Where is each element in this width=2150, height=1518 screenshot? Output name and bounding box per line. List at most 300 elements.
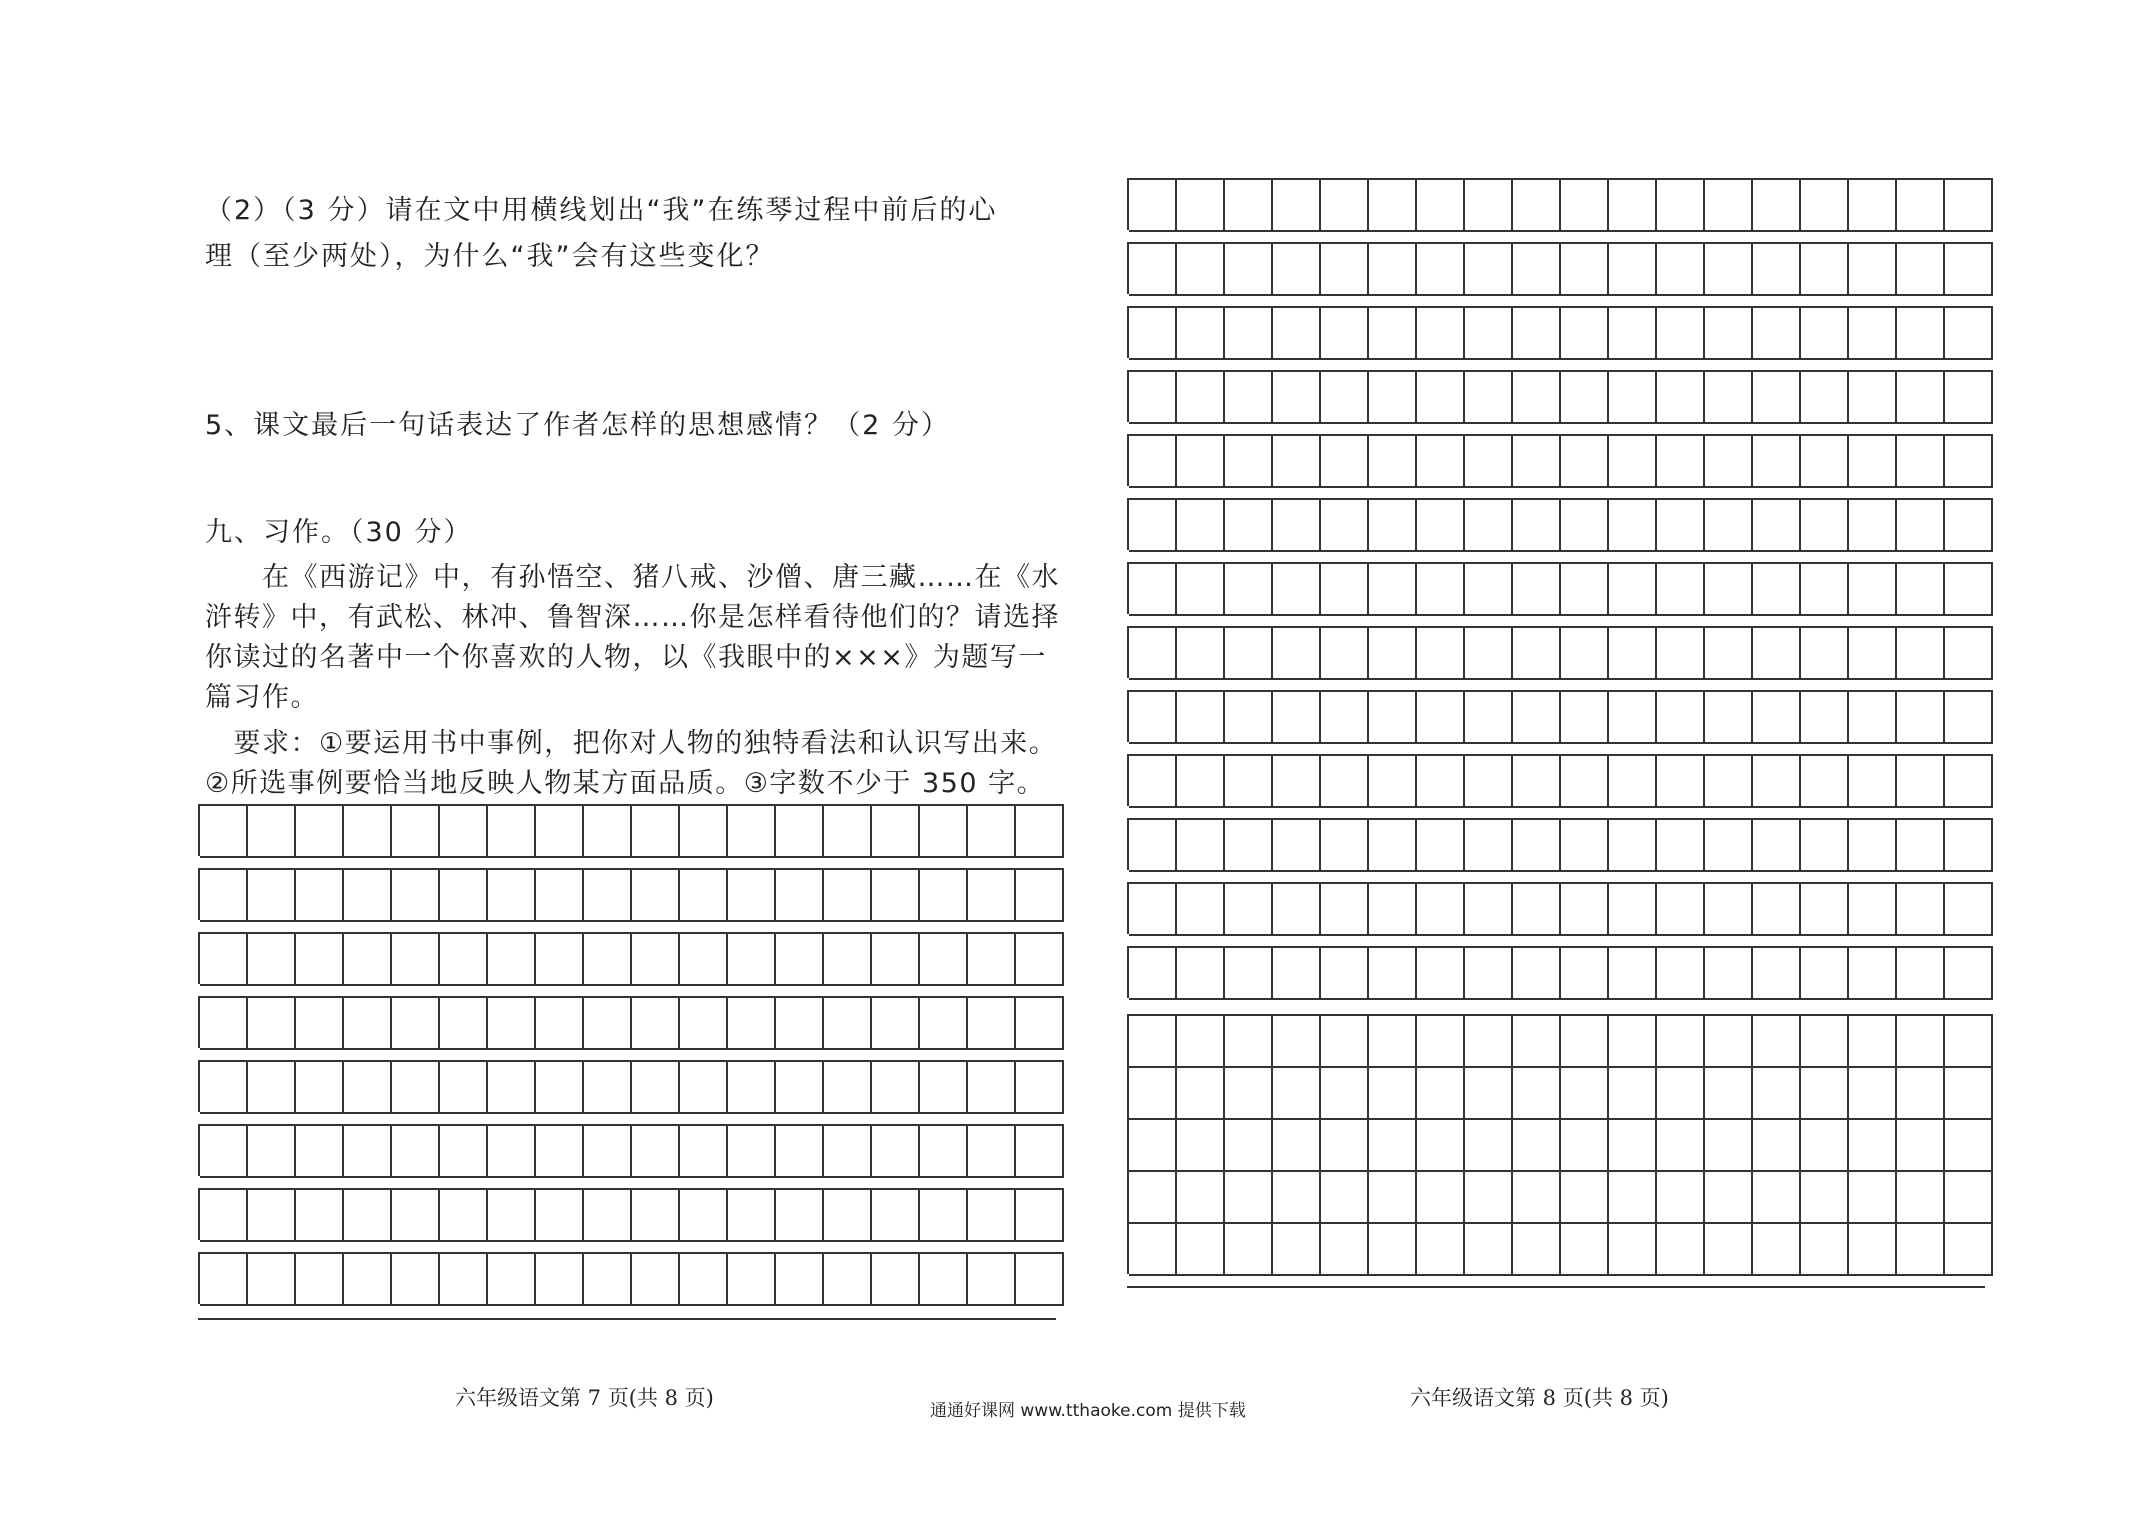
grid-cell[interactable] (1513, 242, 1561, 296)
grid-cell[interactable] (1273, 626, 1321, 680)
grid-cell[interactable] (1753, 626, 1801, 680)
grid-cell[interactable] (344, 804, 392, 858)
grid-cell[interactable] (1129, 1118, 1177, 1170)
grid-cell[interactable] (1657, 562, 1705, 616)
grid-cell[interactable] (920, 1124, 968, 1178)
grid-cell[interactable] (920, 932, 968, 986)
grid-cell[interactable] (296, 996, 344, 1050)
grid-cell[interactable] (1369, 178, 1417, 232)
grid-cell[interactable] (344, 932, 392, 986)
grid-cell[interactable] (1513, 690, 1561, 744)
grid-cell[interactable] (1657, 498, 1705, 552)
grid-cell[interactable] (1513, 498, 1561, 552)
grid-cell[interactable] (1321, 562, 1369, 616)
grid-cell[interactable] (1945, 242, 1993, 296)
grid-cell[interactable] (1177, 818, 1225, 872)
grid-cell[interactable] (1561, 498, 1609, 552)
grid-cell[interactable] (1849, 562, 1897, 616)
grid-cell[interactable] (488, 1252, 536, 1306)
grid-cell[interactable] (1897, 498, 1945, 552)
grid-cell[interactable] (1369, 882, 1417, 936)
grid-cell[interactable] (1513, 1066, 1561, 1118)
grid-cell[interactable] (680, 1188, 728, 1242)
grid-cell[interactable] (1657, 754, 1705, 808)
grid-cell[interactable] (1225, 370, 1273, 424)
grid-cell[interactable] (1273, 690, 1321, 744)
grid-cell[interactable] (1369, 1014, 1417, 1066)
grid-cell[interactable] (1945, 1014, 1993, 1066)
grid-cell[interactable] (1321, 306, 1369, 360)
grid-cell[interactable] (776, 1252, 824, 1306)
grid-cell[interactable] (776, 1188, 824, 1242)
grid-cell[interactable] (968, 1188, 1016, 1242)
grid-cell[interactable] (392, 996, 440, 1050)
grid-cell[interactable] (536, 932, 584, 986)
grid-cell[interactable] (536, 996, 584, 1050)
grid-cell[interactable] (1225, 562, 1273, 616)
grid-cell[interactable] (1369, 370, 1417, 424)
grid-cell[interactable] (1801, 562, 1849, 616)
grid-cell[interactable] (296, 868, 344, 922)
grid-cell[interactable] (1657, 242, 1705, 296)
grid-cell[interactable] (1273, 434, 1321, 488)
grid-cell[interactable] (1609, 562, 1657, 616)
grid-cell[interactable] (584, 932, 632, 986)
grid-cell[interactable] (968, 1060, 1016, 1114)
grid-cell[interactable] (200, 1060, 248, 1114)
grid-cell[interactable] (1897, 1118, 1945, 1170)
grid-cell[interactable] (1129, 178, 1177, 232)
grid-cell[interactable] (1705, 754, 1753, 808)
grid-cell[interactable] (1705, 1014, 1753, 1066)
grid-cell[interactable] (1321, 1066, 1369, 1118)
grid-cell[interactable] (1016, 1124, 1064, 1178)
grid-cell[interactable] (344, 1060, 392, 1114)
grid-cell[interactable] (1945, 882, 1993, 936)
grid-cell[interactable] (1849, 818, 1897, 872)
grid-cell[interactable] (1705, 946, 1753, 1000)
grid-cell[interactable] (872, 1060, 920, 1114)
grid-cell[interactable] (200, 1188, 248, 1242)
grid-cell[interactable] (1945, 498, 1993, 552)
grid-cell[interactable] (1561, 1222, 1609, 1276)
grid-cell[interactable] (1465, 1118, 1513, 1170)
grid-cell[interactable] (1609, 1066, 1657, 1118)
grid-cell[interactable] (1513, 434, 1561, 488)
grid-cell[interactable] (1561, 178, 1609, 232)
grid-cell[interactable] (1369, 626, 1417, 680)
grid-cell[interactable] (1016, 1252, 1064, 1306)
grid-cell[interactable] (536, 804, 584, 858)
grid-cell[interactable] (1417, 1118, 1465, 1170)
grid-cell[interactable] (1273, 1222, 1321, 1276)
grid-cell[interactable] (1417, 178, 1465, 232)
grid-cell[interactable] (968, 996, 1016, 1050)
grid-cell[interactable] (728, 932, 776, 986)
grid-cell[interactable] (1273, 370, 1321, 424)
grid-cell[interactable] (1705, 690, 1753, 744)
grid-cell[interactable] (1657, 690, 1705, 744)
grid-cell[interactable] (1465, 242, 1513, 296)
grid-cell[interactable] (1945, 562, 1993, 616)
grid-cell[interactable] (1513, 370, 1561, 424)
grid-cell[interactable] (488, 1124, 536, 1178)
grid-cell[interactable] (824, 932, 872, 986)
grid-cell[interactable] (1177, 1066, 1225, 1118)
grid-cell[interactable] (1753, 498, 1801, 552)
grid-cell[interactable] (536, 1060, 584, 1114)
grid-cell[interactable] (296, 1124, 344, 1178)
grid-cell[interactable] (1753, 754, 1801, 808)
grid-cell[interactable] (1897, 242, 1945, 296)
grid-cell[interactable] (1513, 178, 1561, 232)
grid-cell[interactable] (1801, 434, 1849, 488)
grid-cell[interactable] (1129, 242, 1177, 296)
grid-cell[interactable] (488, 932, 536, 986)
grid-cell[interactable] (1945, 754, 1993, 808)
grid-cell[interactable] (1897, 818, 1945, 872)
grid-cell[interactable] (1657, 946, 1705, 1000)
grid-cell[interactable] (968, 1124, 1016, 1178)
grid-cell[interactable] (1657, 1066, 1705, 1118)
grid-cell[interactable] (1369, 498, 1417, 552)
grid-cell[interactable] (776, 932, 824, 986)
grid-cell[interactable] (1897, 882, 1945, 936)
grid-cell[interactable] (1753, 562, 1801, 616)
grid-cell[interactable] (1849, 306, 1897, 360)
grid-cell[interactable] (1129, 690, 1177, 744)
grid-cell[interactable] (392, 868, 440, 922)
grid-cell[interactable] (536, 1124, 584, 1178)
grid-cell[interactable] (1225, 1014, 1273, 1066)
grid-cell[interactable] (1609, 242, 1657, 296)
grid-cell[interactable] (1417, 626, 1465, 680)
grid-cell[interactable] (1945, 1118, 1993, 1170)
grid-cell[interactable] (440, 1124, 488, 1178)
grid-cell[interactable] (440, 1188, 488, 1242)
grid-cell[interactable] (584, 996, 632, 1050)
grid-cell[interactable] (1225, 1066, 1273, 1118)
grid-cell[interactable] (488, 1188, 536, 1242)
grid-cell[interactable] (1321, 626, 1369, 680)
grid-cell[interactable] (1225, 818, 1273, 872)
grid-cell[interactable] (440, 1252, 488, 1306)
grid-cell[interactable] (968, 1252, 1016, 1306)
grid-cell[interactable] (1513, 626, 1561, 680)
grid-cell[interactable] (1801, 306, 1849, 360)
grid-cell[interactable] (1225, 306, 1273, 360)
grid-cell[interactable] (1753, 1222, 1801, 1276)
grid-cell[interactable] (680, 996, 728, 1050)
grid-cell[interactable] (1705, 242, 1753, 296)
grid-cell[interactable] (1561, 242, 1609, 296)
grid-cell[interactable] (1849, 1222, 1897, 1276)
grid-cell[interactable] (1753, 1014, 1801, 1066)
grid-cell[interactable] (1321, 946, 1369, 1000)
grid-cell[interactable] (1016, 932, 1064, 986)
grid-cell[interactable] (1417, 370, 1465, 424)
grid-cell[interactable] (1273, 1066, 1321, 1118)
grid-cell[interactable] (344, 1188, 392, 1242)
grid-cell[interactable] (1321, 1014, 1369, 1066)
grid-cell[interactable] (1177, 690, 1225, 744)
grid-cell[interactable] (1321, 178, 1369, 232)
grid-cell[interactable] (824, 804, 872, 858)
grid-cell[interactable] (1321, 498, 1369, 552)
grid-cell[interactable] (1129, 946, 1177, 1000)
grid-cell[interactable] (1129, 818, 1177, 872)
grid-cell[interactable] (344, 996, 392, 1050)
grid-cell[interactable] (1016, 1188, 1064, 1242)
grid-cell[interactable] (968, 804, 1016, 858)
grid-cell[interactable] (1369, 1222, 1417, 1276)
grid-cell[interactable] (1561, 882, 1609, 936)
grid-cell[interactable] (296, 1060, 344, 1114)
grid-cell[interactable] (1129, 1222, 1177, 1276)
grid-cell[interactable] (200, 1124, 248, 1178)
grid-cell[interactable] (1705, 626, 1753, 680)
grid-cell[interactable] (824, 1060, 872, 1114)
grid-cell[interactable] (1561, 690, 1609, 744)
grid-cell[interactable] (1753, 1170, 1801, 1222)
grid-cell[interactable] (1801, 1170, 1849, 1222)
grid-cell[interactable] (488, 804, 536, 858)
grid-cell[interactable] (1609, 306, 1657, 360)
grid-cell[interactable] (1273, 1170, 1321, 1222)
grid-cell[interactable] (1321, 818, 1369, 872)
grid-cell[interactable] (1321, 434, 1369, 488)
grid-cell[interactable] (1561, 434, 1609, 488)
grid-cell[interactable] (248, 1252, 296, 1306)
grid-cell[interactable] (1465, 1014, 1513, 1066)
grid-cell[interactable] (488, 996, 536, 1050)
grid-cell[interactable] (1273, 242, 1321, 296)
grid-cell[interactable] (1321, 1170, 1369, 1222)
grid-cell[interactable] (1369, 242, 1417, 296)
grid-cell[interactable] (1945, 1066, 1993, 1118)
grid-cell[interactable] (632, 996, 680, 1050)
grid-cell[interactable] (248, 1188, 296, 1242)
grid-cell[interactable] (1753, 370, 1801, 424)
grid-cell[interactable] (1417, 946, 1465, 1000)
grid-cell[interactable] (1129, 306, 1177, 360)
grid-cell[interactable] (1513, 818, 1561, 872)
grid-cell[interactable] (1129, 882, 1177, 936)
grid-cell[interactable] (1705, 1066, 1753, 1118)
grid-cell[interactable] (1753, 690, 1801, 744)
grid-cell[interactable] (1801, 626, 1849, 680)
grid-cell[interactable] (1657, 1170, 1705, 1222)
grid-cell[interactable] (1273, 498, 1321, 552)
grid-cell[interactable] (968, 932, 1016, 986)
grid-cell[interactable] (1129, 626, 1177, 680)
grid-cell[interactable] (1561, 306, 1609, 360)
grid-cell[interactable] (1465, 1170, 1513, 1222)
grid-cell[interactable] (968, 868, 1016, 922)
grid-cell[interactable] (1609, 690, 1657, 744)
grid-cell[interactable] (1321, 1222, 1369, 1276)
grid-cell[interactable] (824, 1124, 872, 1178)
grid-cell[interactable] (584, 868, 632, 922)
grid-cell[interactable] (680, 868, 728, 922)
grid-cell[interactable] (728, 1060, 776, 1114)
grid-cell[interactable] (296, 1188, 344, 1242)
grid-cell[interactable] (1945, 818, 1993, 872)
grid-cell[interactable] (1225, 882, 1273, 936)
grid-cell[interactable] (1657, 306, 1705, 360)
grid-cell[interactable] (1657, 1014, 1705, 1066)
grid-cell[interactable] (248, 1060, 296, 1114)
grid-cell[interactable] (1513, 562, 1561, 616)
grid-cell[interactable] (1016, 1060, 1064, 1114)
grid-cell[interactable] (1369, 1118, 1417, 1170)
grid-cell[interactable] (1609, 178, 1657, 232)
grid-cell[interactable] (1225, 946, 1273, 1000)
grid-cell[interactable] (488, 1060, 536, 1114)
grid-cell[interactable] (1753, 1066, 1801, 1118)
grid-cell[interactable] (1513, 882, 1561, 936)
grid-cell[interactable] (680, 1060, 728, 1114)
grid-cell[interactable] (1705, 1170, 1753, 1222)
grid-cell[interactable] (296, 804, 344, 858)
grid-cell[interactable] (1513, 1118, 1561, 1170)
grid-cell[interactable] (392, 932, 440, 986)
grid-cell[interactable] (776, 868, 824, 922)
grid-cell[interactable] (344, 1124, 392, 1178)
grid-cell[interactable] (1465, 562, 1513, 616)
grid-cell[interactable] (1177, 1170, 1225, 1222)
grid-cell[interactable] (824, 868, 872, 922)
grid-cell[interactable] (1705, 306, 1753, 360)
grid-cell[interactable] (1801, 178, 1849, 232)
grid-cell[interactable] (248, 1124, 296, 1178)
grid-cell[interactable] (1177, 882, 1225, 936)
grid-cell[interactable] (1849, 1014, 1897, 1066)
grid-cell[interactable] (1177, 946, 1225, 1000)
grid-cell[interactable] (1465, 882, 1513, 936)
grid-cell[interactable] (728, 1124, 776, 1178)
grid-cell[interactable] (776, 996, 824, 1050)
grid-cell[interactable] (1561, 818, 1609, 872)
grid-cell[interactable] (1609, 498, 1657, 552)
grid-cell[interactable] (1561, 1066, 1609, 1118)
grid-cell[interactable] (248, 868, 296, 922)
grid-cell[interactable] (1321, 370, 1369, 424)
grid-cell[interactable] (1369, 946, 1417, 1000)
grid-cell[interactable] (1177, 626, 1225, 680)
grid-cell[interactable] (872, 868, 920, 922)
grid-cell[interactable] (1273, 754, 1321, 808)
grid-cell[interactable] (1609, 370, 1657, 424)
grid-cell[interactable] (1609, 1118, 1657, 1170)
grid-cell[interactable] (1417, 306, 1465, 360)
grid-cell[interactable] (920, 804, 968, 858)
grid-cell[interactable] (536, 1252, 584, 1306)
grid-cell[interactable] (1705, 818, 1753, 872)
grid-cell[interactable] (1465, 1222, 1513, 1276)
grid-cell[interactable] (1273, 178, 1321, 232)
grid-cell[interactable] (776, 804, 824, 858)
grid-cell[interactable] (1417, 882, 1465, 936)
grid-cell[interactable] (872, 1188, 920, 1242)
grid-cell[interactable] (1273, 1014, 1321, 1066)
grid-cell[interactable] (344, 868, 392, 922)
grid-cell[interactable] (1753, 882, 1801, 936)
grid-cell[interactable] (1753, 1118, 1801, 1170)
grid-cell[interactable] (1417, 690, 1465, 744)
grid-cell[interactable] (1849, 178, 1897, 232)
grid-cell[interactable] (824, 1252, 872, 1306)
grid-cell[interactable] (1801, 370, 1849, 424)
grid-cell[interactable] (392, 1124, 440, 1178)
grid-cell[interactable] (392, 804, 440, 858)
grid-cell[interactable] (1513, 1222, 1561, 1276)
grid-cell[interactable] (1753, 242, 1801, 296)
grid-cell[interactable] (1417, 434, 1465, 488)
grid-cell[interactable] (1849, 242, 1897, 296)
grid-cell[interactable] (680, 804, 728, 858)
grid-cell[interactable] (1801, 498, 1849, 552)
grid-cell[interactable] (1849, 1170, 1897, 1222)
grid-cell[interactable] (1177, 434, 1225, 488)
grid-cell[interactable] (872, 804, 920, 858)
grid-cell[interactable] (1657, 882, 1705, 936)
grid-cell[interactable] (1609, 434, 1657, 488)
grid-cell[interactable] (1177, 1014, 1225, 1066)
grid-cell[interactable] (1561, 1118, 1609, 1170)
grid-cell[interactable] (1016, 868, 1064, 922)
grid-cell[interactable] (1225, 1118, 1273, 1170)
grid-cell[interactable] (1129, 498, 1177, 552)
grid-cell[interactable] (1705, 434, 1753, 488)
grid-cell[interactable] (1016, 996, 1064, 1050)
grid-cell[interactable] (1129, 434, 1177, 488)
grid-cell[interactable] (1945, 434, 1993, 488)
grid-cell[interactable] (296, 932, 344, 986)
grid-cell[interactable] (1417, 498, 1465, 552)
grid-cell[interactable] (1657, 1118, 1705, 1170)
grid-cell[interactable] (1129, 562, 1177, 616)
grid-cell[interactable] (1129, 1170, 1177, 1222)
grid-cell[interactable] (1561, 626, 1609, 680)
grid-cell[interactable] (1417, 754, 1465, 808)
writing-grid-right[interactable] (1127, 178, 1985, 1292)
grid-cell[interactable] (1369, 754, 1417, 808)
grid-cell[interactable] (1465, 690, 1513, 744)
grid-cell[interactable] (1801, 1118, 1849, 1170)
grid-cell[interactable] (1705, 498, 1753, 552)
grid-cell[interactable] (584, 1060, 632, 1114)
grid-cell[interactable] (1753, 818, 1801, 872)
grid-cell[interactable] (1225, 242, 1273, 296)
grid-cell[interactable] (1465, 434, 1513, 488)
grid-cell[interactable] (536, 1188, 584, 1242)
grid-cell[interactable] (1801, 1066, 1849, 1118)
grid-cell[interactable] (1417, 1222, 1465, 1276)
grid-cell[interactable] (1513, 754, 1561, 808)
grid-cell[interactable] (1465, 306, 1513, 360)
grid-cell[interactable] (1129, 754, 1177, 808)
grid-cell[interactable] (1897, 434, 1945, 488)
grid-cell[interactable] (1945, 306, 1993, 360)
grid-cell[interactable] (632, 1252, 680, 1306)
grid-cell[interactable] (1849, 946, 1897, 1000)
grid-cell[interactable] (632, 1124, 680, 1178)
grid-cell[interactable] (1561, 946, 1609, 1000)
grid-cell[interactable] (920, 1252, 968, 1306)
grid-cell[interactable] (1897, 946, 1945, 1000)
grid-cell[interactable] (776, 1124, 824, 1178)
